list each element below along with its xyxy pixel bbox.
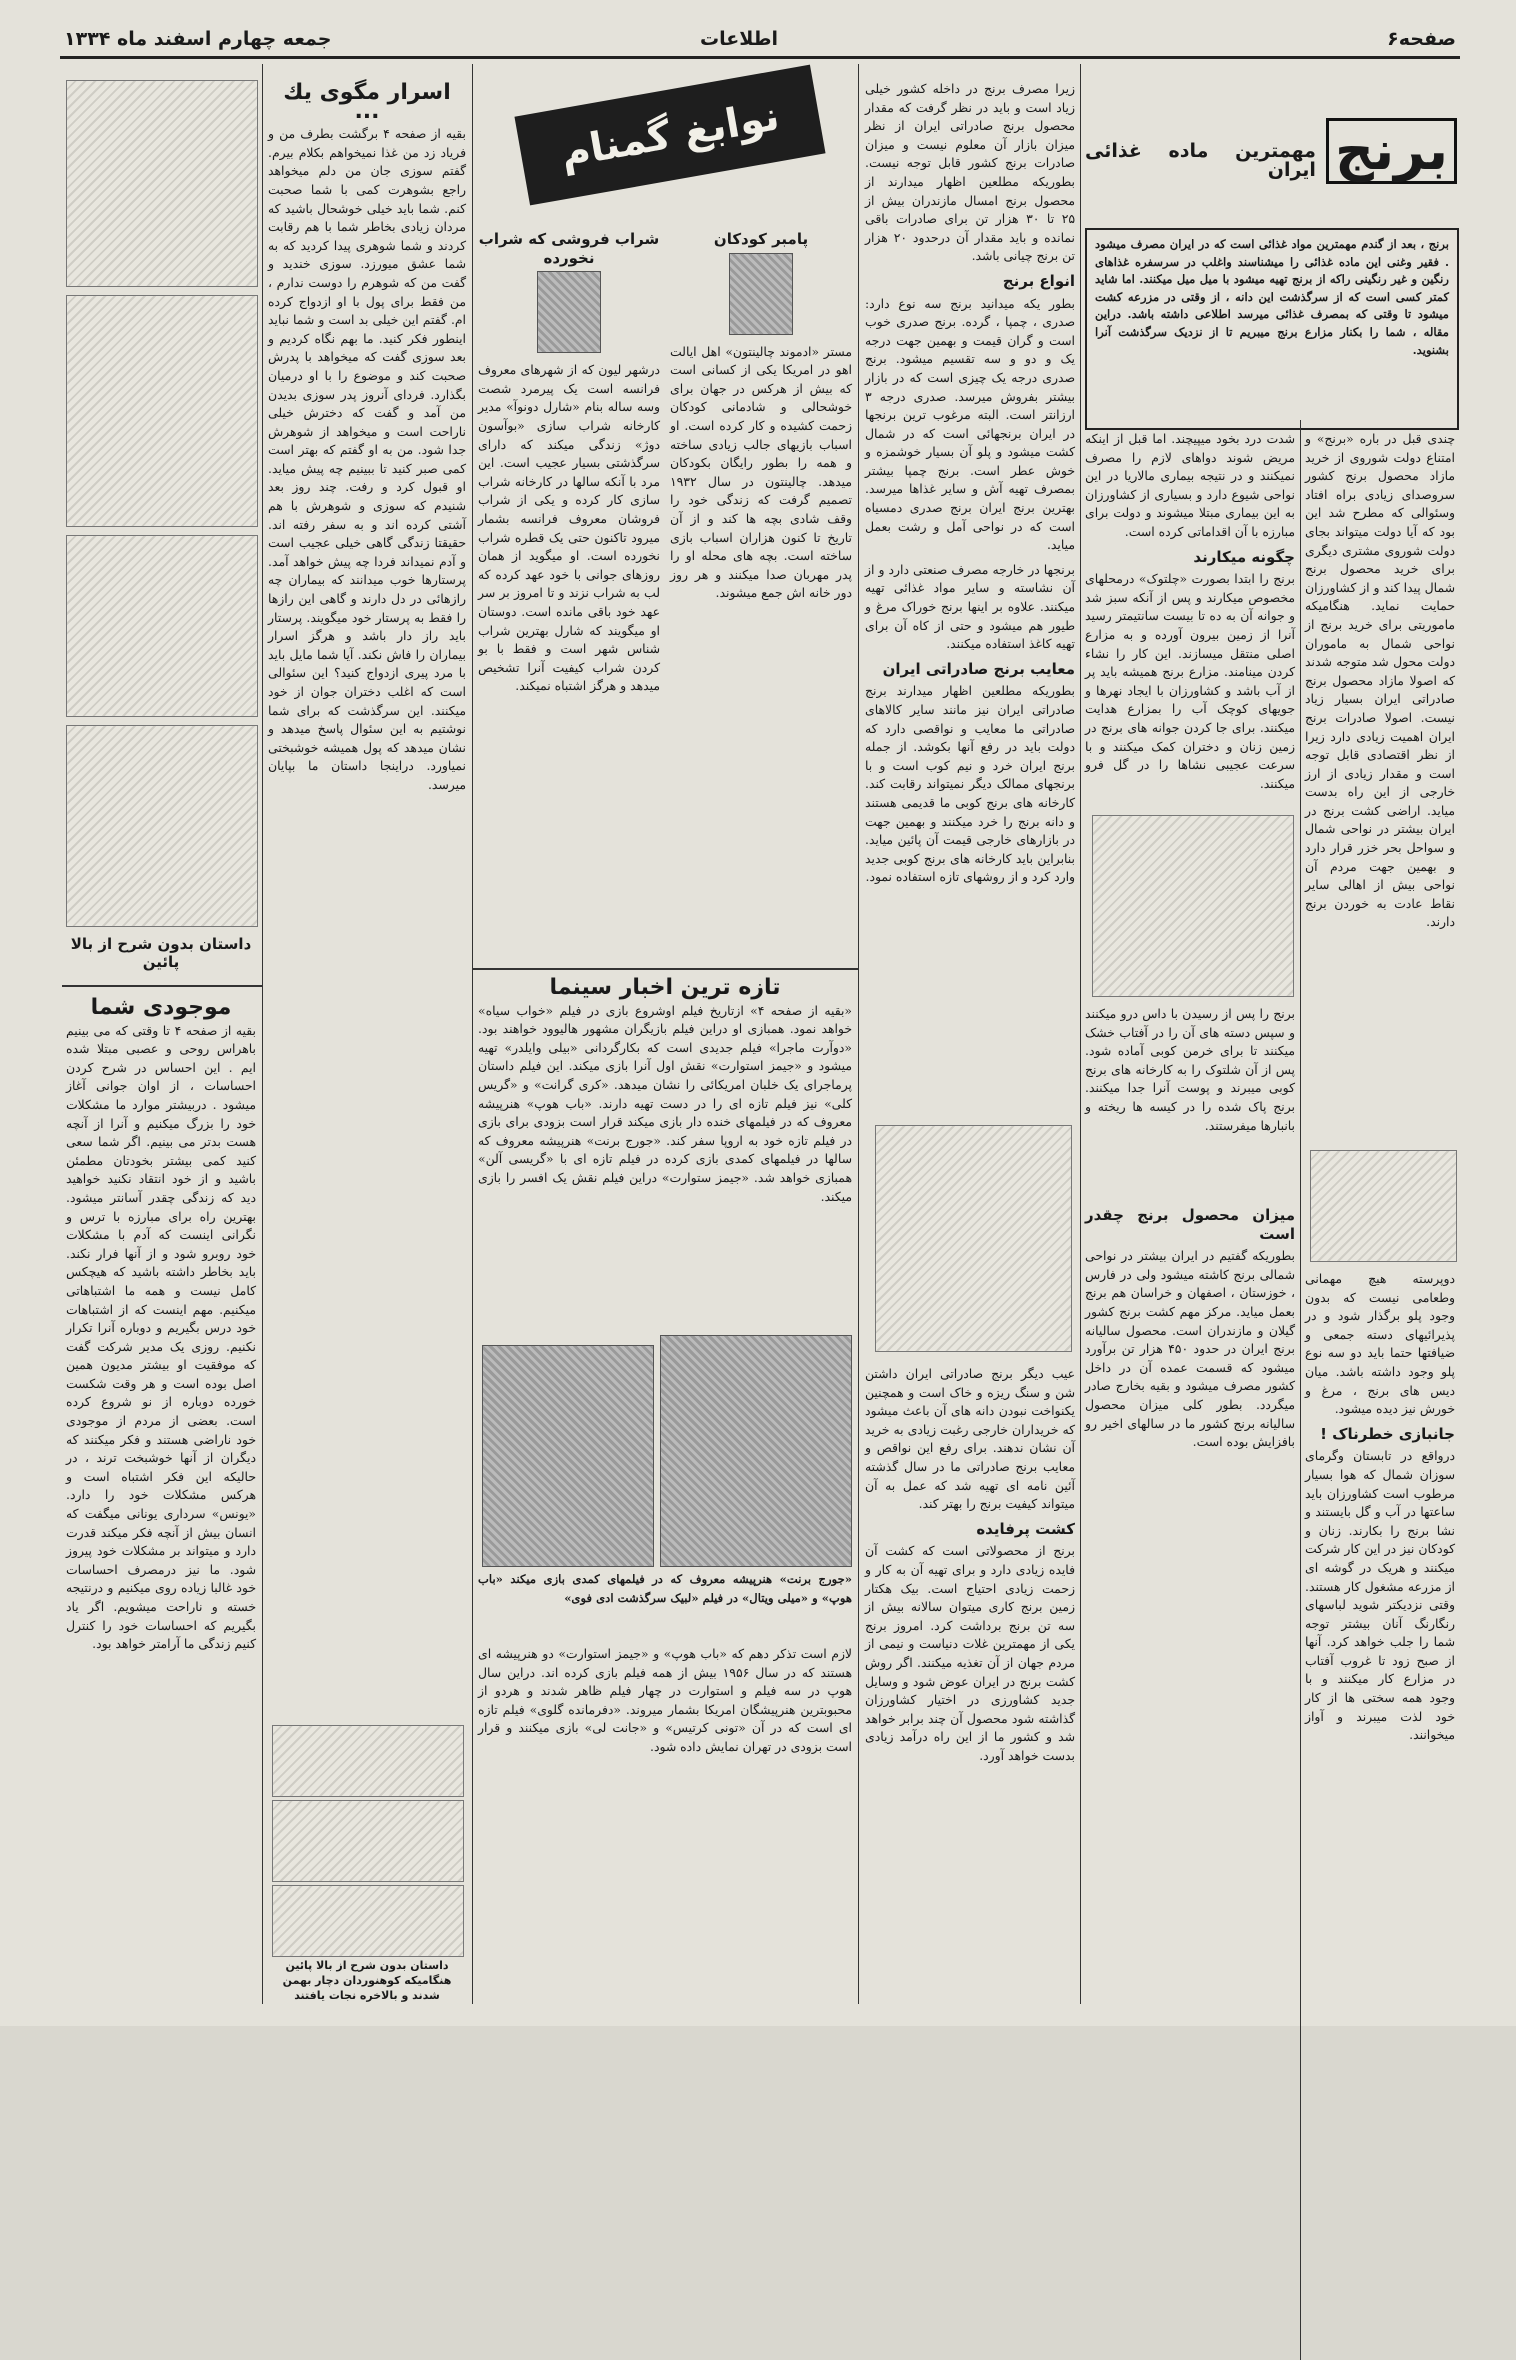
rice-title: برنج xyxy=(1326,118,1457,184)
rice-intro-text: برنج ، بعد از گندم مهمترین مواد غذائی است که در ایران مصرف میشود . فقیر وغنی این ماده غذائی را میشناسند واغلب در سرسفره غذاهای رنگین و غیر رنگینی راکه از برنج تهیه میشود با میل میل میکنند. اما شاید کمتر کسی است که از سرگذشت این دانه ، از وقتی در مزرعه کشت میشود تا وقتی که بمصرف غذائی میرسد اطلاعی داشته باشد. دراین مقاله ، شما را بکنار مزارع برنج میبریم تا از نزدیک سرگذشت آنرا بشنوید. xyxy=(1095,237,1449,357)
cinema-text: «بقیه از صفحه ۴» ازتاریخ فیلم اوشروع بازی در فیلم «خواب سیاه» خواهد نمود. همبازی او دراین فیلم بازیگران مشهور هالیوود خواهند بود. «دوآرت ماجرا» فیلم جدیدی است که بکارگردانی «بیلی وایلدر» تهیه میشود و «جیمز استوارت» نقش اول آنرا بازی میکند. این فیلم داستان پرماجرای یک خلبان امریکائی را نشان میدهد. «کری گرانت» و «گریس کلی» نیز فیلم تازه ای را در دست تهیه دارند. «باب هوپ» هنرپیشه معروف که در فیلمهای خنده دار بازی میکند قرار است بزودی برای بازی در فیلم تازه خود به اروپا سفر کند. «جورج برنت» هنرپیشه معروف که سالها در فیلمهای کمدی بازی کرده در فیلم تازه ای با «گریسی آلن» همبازی خواهد شد. «جیمز ستوارت» دراین فیلم نقش یک افسر را بازی میکند. xyxy=(478,1002,852,1204)
comic-panel-3 xyxy=(66,535,258,717)
actors-photo-left xyxy=(482,1345,654,1567)
charles-portrait xyxy=(537,271,601,353)
wine-seller xyxy=(478,224,660,964)
secrets-text: بقیه از صفحه ۴ برگشت بطرف من و فریاد زد من غذا نمیخواهم بکلام بیرم. گفتم سوزی جان من دلم میخواهد راجع بشوهرت کمی با شما صحبت کنم. شما باید خیلی خوشحال باشید که مردان زیادی بخاطر شما با هم رقابت کردند و شما شوهری پیدا کردید که به شما عشق میورزد. سوزی خندید و گفت من که شوهرم را دوست ندارم ، من فقط برای پول با او ازدواج کرده ام. گفتم این خیلی بد است و شما نباید اینطور فکر کنید. ما بهم نگاه کردیم و بعد سوزی گفت که میخواهد با پدرش صحبت کند و موضوع را با او درمیان بگذارد. فردای آنروز پدر سوزی بدیدن من آمد و گفت که دخترش خیلی ناراحت است و میخواهد از شوهرش جدا شود. من به او گفتم که بهتر است کمی صبر کنید تا ببینیم چه پیش میاید. او قبول کرد و رفت. چند روز بعد شنیدم که سوزی و شوهرش با هم آشتی کرده اند و به سفر رفته اند. حقیقتا زندگی گاهی خیلی عجیب است و آدم نمیداند فردا چه پیش خواهد آمد. پرستارها خوب میدانند که بیماران چه رازهائی در دل دارند و گاهی این رازها را فقط به پرستار خود میگویند. پرستار باید راز دار باشد و هرگز اسرار بیماران را فاش نکند. آیا شما مایل باید با مرد پیری ازدواج کنید؟ این سئوالی است که اغلب دختران جوان از خود میکنند. این سرگذشت که برای شما نوشتیم به این سئوال پاسخ میدهد و نشان میدهد که پول همیشه خوشبختی نمیاورد. دراینجا داستان ما بپایان میرسد. xyxy=(268,126,466,792)
yield-text: بطوریکه گفتیم در ایران بیشتر در نواحی شمالی برنج کاشته میشود ولی در فارس ، خوزستان ، اصفهان و خراسان هم برنج بعمل میاید. مرکز مهم کشت برنج کشور گیلان و مازندران است. محصول سالیانه برنج ایران در حدود ۴۵۰ هزار تن برآورد میشود که قسمت عمده آن در داخل کشور مصرف میشود و بقیه بخارج صادر میگردد. بطور کلی میزان محصول سالیانه برنج کشور ما در سالهای اخیر رو بافزایش بوده است. xyxy=(1085,1248,1295,1450)
cinema-news-2 xyxy=(478,1645,852,2000)
column-rule xyxy=(1080,64,1081,2004)
rice-subtitle: مهمترین ماده غذائی ایران xyxy=(1085,140,1316,181)
farmers-sketch xyxy=(1092,815,1294,997)
rice-column-1 xyxy=(1305,430,1455,1145)
wine-text: درشهر لیون که از شهرهای معروف فرانسه است یک پیرمرد شصت وسه ساله بنام «شارل دونوآ» مدیر کارخانه شراب سازی «بوآسون دوژ» زندگی میکند که دارای سرگذشتی بسیار عجیب است. این مرد با آنکه سالها در کارخانه شراب سازی کار کرده و یکی از شراب فروشان معروف فرانسه بشمار میرود تاکنون حتی یک قطره شراب نخورده است. او میگوید از همان روزهای جوانی با خود عهد کرده که لب به شراب نزند و تا امروز بر سر عهد خود باقی مانده است. دوستان او میگویند که شارل بهترین شراب شناس شهر است و فقط با بو کردن شراب کیفیت آنرا تشخیص میدهد و هرگز اشتباه نمیکند. xyxy=(478,362,660,694)
section-rule xyxy=(62,985,262,987)
rice-col3c-text: عیب دیگر برنج صادراتی ایران داشتن شن و سنگ ریزه و خاک است و همچنین یکنواخت نبودن دانه های آن باعث میشود که خریداران خارجی رغبت زیادی به خرید آن نشان ندهند. برای رفع این نواقص و معایب برنج صادراتی ما در سال گذشته آئین نامه ای تهیه شد که عمل به آن میتواند کیفیت برنج را بهتر کند. xyxy=(865,1366,1075,1512)
actors-photo-right xyxy=(660,1335,852,1567)
children-text: مستر «ادموند چالینتون» اهل ایالت اهو در امریکا یکی از کسانی است که بیش از هرکس در جهان برای خوشحالی و شادمانی کودکان زحمت کشیده و کار کرده است. او اسباب بازیهای جالب زیادی ساخته و همه را بطور رایگان بکودکان میدهد. چالینتون در سال ۱۹۳۲ تصمیم گرفت که زندگی خود را وقف شادی بچه ها کند و از آن تاریخ تا کنون هزاران اسباب بازی ساخته است. بچه های محله او را پدر مهربان صدا میکنند و هر روز دور خانه اش جمع میشوند. xyxy=(670,343,852,601)
comic-caption: داستان بدون شرح از بالا پائین xyxy=(70,935,252,971)
defects-text: بطوریکه مطلعین اظهار میدارند برنج صادراتی ایران نیز مانند سایر کالاهای صادراتی ما معایب و نواقصی دارد که دولت باید در رفع آنها بکوشد. از جمله برنج ایران خرد و نیم کوب است و با برنجهای ممالک دیگر نمیتواند رقابت کند. کارخانه های برنج کوبی ما قدیمی هستند و دانه برنج را خرد میکنند و بهمین جهت در بازارهای خارجی قیمت آن پائین میاید. بنابراین باید کارخانه های برنج کوبی جدید وارد کرد و از روشهای تازه استفاده نمود. xyxy=(865,683,1075,885)
defects-title: معایب برنج صادراتی ایران xyxy=(882,659,1075,678)
rice-column-2b xyxy=(1085,1005,1295,1190)
beings-title: موجودی شما xyxy=(90,995,232,1020)
rice-column-3 xyxy=(865,80,1075,1100)
kinds-title: انواع برنج xyxy=(1002,271,1075,290)
column-rule xyxy=(472,64,473,2004)
mountain-comic-caption: داستان بدون شرح از بالا پائین هنگامیکه کوهنوردان دچار بهمن شدند و بالاخره نجات یافتند xyxy=(282,1959,452,2002)
mountain-comic-1 xyxy=(272,1725,464,1797)
cinema-title: تازه ترین اخبار سینما xyxy=(549,975,781,1000)
wine-title: شراب فروشی که شراب نخورده xyxy=(478,230,660,267)
rice-column-3c xyxy=(865,1365,1075,2000)
banner-text: نوابغ گمنام xyxy=(557,93,783,177)
rice-col2b-text: برنج را پس از رسیدن با داس درو میکنند و سپس دسته های آن را در آفتاب خشک میکنند تا برای خرمن کوبی آماده شود. پس از آن شلتوک را به کارخانه های برنج کوبی میبرند و پوست آنرا جدا میکنند. برنج پاک شده را در کیسه ها ریخته و بانبارها میفرستند. xyxy=(1085,1006,1295,1133)
rice-column-1b xyxy=(1305,1270,1455,2000)
cinema-text-2: لازم است تذکر دهم که «باب هوپ» و «جیمز استوارت» دو هنرپیشه ای هستند که در سال ۱۹۵۶ بیش از همه فیلم بازی کرده اند. دراین سال هوپ در سه فیلم و استوارت در چهار فیلم ظاهر شدند و هردو از محبوبترین هنرپیشگان امریکا بشمار میروند. «دفرمانده گلوی» فیلم تازه ای است که در آن «تونی کرتیس» و «جانت لی» بازی میکنند و قرار است بزودی در تهران نمایش داده شود. xyxy=(478,1646,852,1754)
children-prophet xyxy=(670,224,852,964)
crop-text: برنج از محصولاتی است که کشت آن فایده زیادی دارد و برای تهیه آن به کار و زحمت زیادی احتیاج است. بیک هکتار زمین برنج کاری میتوان سالانه بیش از سه تن برنج برداشت کرد. امروز برنج یکی از مهمترین غلات دنیاست و نیمی از مردم جهان از آن تغذیه میکنند. اگر روش کشت برنج در ایران عوض شود و وسایل جدید کشاورزی در اختیار کشاورزان گذاشته شود محصول آن چند برابر خواهد شد و کشور ما از این راه درآمد زیادی بدست خواهد آورد. xyxy=(865,1543,1075,1763)
danger-text: درواقع در تابستان وگرمای سوزان شمال که هوا بسیار مرطوب است کشاورزان باید ساعتها در آب و گل بایستند و نشا برنج را بکارند. زنان و کودکان نیز در این کار شرکت میکنند و هریک در گوشه ای از مزرعه مشغول کار هستند. وقتی نزدیکتر شوید لباسهای رنگارنگ آنان بیشتر توجه شما را جلب خواهد کرد. آنها از صبح زود تا غروب آفتاب در مزارع کار میکنند و با وجود همه سختی ها از کار خود لذت میبرند و آواز میخوانند. xyxy=(1305,1448,1455,1743)
kinds-text: بطور یکه میدانید برنج سه نوع دارد: صدری ، چمپا ، گرده. برنج صدری خوب است و گران قیمت و بهمین جهت درجه یک و دو و سه تقسیم میشود. برنج صدری درجه یک چیزی است که در بازار بیشتر بفروش میرسد. صدری درجه ۳ ارزانتر است. البته مرغوب ترین برنجها در ایران برنجهائی است که در شمال کشت میشود و پلو آن بسیار خوشمزه و خوش عطر است. برنج چمپا بیشتر بمصرف تهیه آش و سایر غذاها میرسد. بهترین برنج ایران برنج صدری دمسیاه است که در نواحی آمل و رشت بعمل میاید. xyxy=(865,295,1075,553)
rice-title-block xyxy=(1085,118,1457,210)
crop-title: کشت پرفایده xyxy=(976,1519,1075,1538)
children-title: پامبر کودکان xyxy=(713,230,809,248)
beings-column xyxy=(66,995,256,2000)
mountain-comic-3 xyxy=(272,1885,464,1957)
issue-date: جمعه چهارم اسفند ماه ۱۳۳۴ xyxy=(64,28,332,50)
rice-yield xyxy=(1085,1200,1295,2000)
comic-panel-1 xyxy=(66,80,258,287)
section-rule xyxy=(472,968,858,970)
rice-bowl-sketch xyxy=(1310,1150,1457,1262)
comic-panel-4 xyxy=(66,725,258,927)
paper-name: اطلاعات xyxy=(700,28,779,50)
column-rule xyxy=(262,64,263,2004)
comic-panel-2 xyxy=(66,295,258,527)
page-number: صفحه۶ xyxy=(1387,28,1456,50)
yield-title: میزان محصول برنج چقدر است xyxy=(1085,1206,1295,1243)
cinema-news xyxy=(478,975,852,1204)
rice-col3b-text: برنجها در خارجه مصرف صنعتی دارد و از آن نشاسته و سایر مواد غذائی تهیه میکنند. علاوه بر اینها برنج خوراک مرغ و طیور هم میشود و حتی از کاه آن برای تهیه کاغذ استفاده میکنند. xyxy=(865,561,1075,652)
secrets-column xyxy=(268,80,466,1720)
danger-title: جانبازی خطرناک ! xyxy=(1320,1424,1455,1443)
how-text: برنج را ابتدا بصورت «چلتوک» درمحلهای مخصوص میکارند و پس از آنکه سبز شد و جوانه آن به ده تا بیست سانتیمتر رسید آنرا از زمین بیرون آورده و به مزارع اصلی منتقل میسازند. این کار را نشاء کردن مینامند. مزارع برنج همیشه باید پر از آب باشد و کشاورزان با ایجاد نهرها و جویهای کوچک آب را بمزارع هدایت میکنند. برای جا کردن جوانه های برنج در زمین زنان و دختران کمک میکنند و با سرعت عجیبی نشاها را در گل فرو میکنند. xyxy=(1085,571,1295,791)
column-rule xyxy=(1300,420,1301,2360)
cinema-photo-caption: «جورج برنت» هنرپیشه معروف که در فیلمهای کمدی بازی میکند «باب هوپ» و «میلی ویتال» در فیلم «لبیک سرگذشت ادی فوی» xyxy=(478,1572,852,1605)
how-title: چگونه میکارند xyxy=(1193,547,1295,566)
column-rule xyxy=(858,64,859,2004)
cinema-photo-caption-block xyxy=(478,1570,852,1640)
unknown-geniuses-banner xyxy=(514,65,825,206)
rice-intro-box xyxy=(1085,228,1459,430)
harvest-sketch xyxy=(875,1125,1072,1352)
rice-column-2 xyxy=(1085,430,1295,791)
rice-col1b-text: دوپرسته هیچ مهمانی وطعامی نیست که بدون وجود پلو برگذار شود و در پذیرائیهای دسته جمعی و ضیافتها حتما باید دو سه نوع پلو وجود داشته باشد. میان دیس های برنج ، مرغ و خورش نیز دیده میشود. xyxy=(1305,1271,1455,1417)
rice-col3-text: زیرا مصرف برنج در داخله کشور خیلی زیاد است و باید در نظر گرفت که مقدار محصول برنج صادراتی ایران از نظر میزان بازار آن معلوم نیست و میزان صادرات برنج کشور قابل توجه نیست. بطوریکه مطلعین اظهار میدارند از محصول برنج امسال مازندران بیش از ۲۵ تا ۳۰ هزار تن برای صادرات باقی نمانده و باید مقدار آن درحدود ۲۰ هزار تن برنج چیانی باشد. xyxy=(865,81,1075,264)
edmund-portrait xyxy=(729,253,793,335)
mountain-comic-2 xyxy=(272,1800,464,1882)
secrets-title: اسرار مگوی یك ... xyxy=(283,80,451,124)
rice-col1-text: چندی قبل در باره «برنج» و امتناع دولت شوروی از خرید مازاد محصول برنج کشور سروصدای زیادی براه افتاد وسئوالی که مطرح شد این بود که آیا دولت میتواند بجای دولت شوروی مشتری دیگری برای خرید محصول برنج شمال پیدا کند و از کشاورزان حمایت نماید. هنگامیکه ماموریتی برای خرید برنج از نواحی شمال به ماموران دولت محول شد متوجه شدند که اصولا مازاد محصول برنج صادراتی ایران بسیار زیاد نیست. اصولا صادرات برنج ایران اهمیت زیادی دارد زیرا از نظر اقتصادی قابل توجه است و مقدار زیادی از ارز خارجی از این راه بدست میاید. اراضی کشت برنج در ایران بیشتر در نواحی شمال و سواحل بحر خزر قرار دارد و بهمین جهت مردم آن نواحی بیش از اهالی سایر نقاط عادت به خوردن برنج دارند. xyxy=(1305,431,1455,930)
beings-text: بقیه از صفحه ۴ تا وقتی که می بینیم باهراس روحی و عصبی مبتلا شده ایم . این احساس در شرح کردن احساسات ، از اوان جوانی آغاز میشود . دربیشتر موارد ما مشکلات خود را بزرگ میکنیم و آنرا از آنچه هست بدتر می بینیم. اگر شما سعی کنید کمی بیشتر بخودتان مطمئن باشید و از خود انتقاد نکنید خواهید دید که زندگی چقدر آسانتر میشود. بهترین راه برای مبارزه با ترس و نگرانی اینست که آدم با مشکلات خود روبرو شود و از آنها فرار نکند. باید بخاطر داشته باشید که هیچکس کامل نیست و همه ما اشتباهاتی میکنیم. مهم اینست که از اشتباهات خود درس بگیریم و دوباره آنرا تکرار نکنیم. روزی یک مدیر شرکت گفت که موفقیت او بیشتر مدیون همین اصل بوده است و هر وقت شکست خورده دوباره از نو شروع کرده است. بعضی از مردم از موجودی خود ناراضی هستند و فکر میکنند که دیگران از آنها خوشبخت ترند ، در حالیکه این فکر اشتباه است و هرکس مشکلات خود را دارد. «یونس» سرداری یونانی میگفت که انسان بیش از آنچه فکر میکند قدرت دارد و میتواند بر مشکلات خود پیروز شود. ما نیز درمصرف احساسات خود غالبا زیاده روی میکنیم و درنتیجه خسته و ناراحت میشویم. اگر یاد بگیریم که احساسات خود را کنترل کنیم زندگی ما آرامتر خواهد بود. xyxy=(66,1022,256,1652)
page-header xyxy=(60,26,1460,59)
rice-col2-text: شدت درد بخود میپیچند. اما قبل از اینکه مریض شوند دواهای لازم را مصرف نمیکنند و در نتیجه بیماری مالاریا در این نواحی شیوع دارد و بسیاری از کشاورزان به این بیماری مبتلا میشوند و دولت برای مبارزه با آن اقداماتی کرده است. xyxy=(1085,431,1295,539)
